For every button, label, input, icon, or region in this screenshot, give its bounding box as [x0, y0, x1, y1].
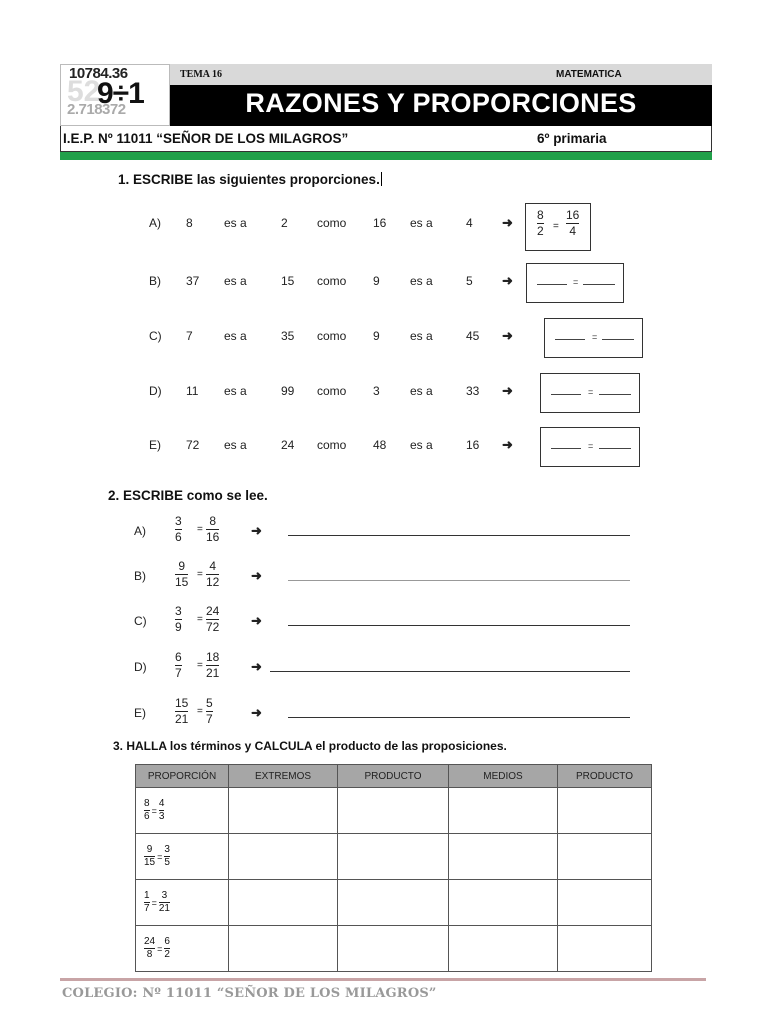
- blank-line: [551, 448, 581, 449]
- medios-cell[interactable]: [449, 880, 558, 926]
- numerator: 1: [144, 890, 150, 901]
- row-label: A): [134, 524, 146, 538]
- topic-number: TEMA 16: [180, 69, 222, 80]
- subject-label: MATEMATICA: [556, 69, 622, 80]
- denominator: 6: [144, 811, 150, 822]
- row-label: E): [149, 438, 161, 452]
- fraction: [144, 891, 150, 914]
- arrow-icon: ➜: [251, 568, 262, 583]
- producto-cell[interactable]: [558, 788, 652, 834]
- blank-line: [599, 448, 631, 449]
- numerator: 6: [164, 936, 170, 947]
- grade-label: 6º primaria: [537, 131, 607, 146]
- equals-sign: =: [588, 387, 594, 397]
- arrow-icon: ➜: [251, 523, 262, 538]
- extremos-cell[interactable]: [229, 880, 338, 926]
- numerator: 9: [178, 559, 186, 573]
- row-label: D): [134, 660, 147, 674]
- col-header-proporcion: PROPORCIÓN: [136, 765, 229, 788]
- col-header-extremos: EXTREMOS: [229, 765, 338, 788]
- school-row: [60, 126, 712, 152]
- denominator: 7: [175, 666, 182, 680]
- equals-sign: =: [157, 943, 163, 954]
- answer-line[interactable]: [288, 535, 630, 536]
- logo-line-3: 2.718372: [67, 101, 126, 118]
- proportion-cell: [136, 880, 229, 926]
- fraction: [159, 891, 170, 914]
- fraction: [159, 799, 165, 822]
- fraction: [206, 560, 219, 589]
- term-d: 5: [466, 274, 473, 288]
- table-header-row: [136, 765, 652, 788]
- denominator: 2: [537, 224, 544, 238]
- section-3-heading: 3. HALLA los términos y CALCULA el producto de las proposiciones.: [113, 739, 507, 753]
- term-a: 7: [186, 329, 193, 343]
- numerator: 18: [206, 650, 220, 664]
- word-como: como: [317, 216, 347, 230]
- blank-line: [551, 394, 581, 395]
- denominator: 21: [206, 666, 220, 680]
- math-logo: [60, 64, 170, 126]
- producto-cell[interactable]: [558, 880, 652, 926]
- word-es-a: es a: [224, 274, 247, 288]
- denominator: 7: [206, 712, 213, 726]
- answer-line[interactable]: [288, 580, 630, 581]
- term-a: 8: [186, 216, 193, 230]
- word-es-a: es a: [224, 384, 247, 398]
- answer-box[interactable]: [526, 263, 624, 303]
- medios-cell[interactable]: [449, 788, 558, 834]
- fraction: [206, 605, 219, 634]
- answer-line[interactable]: [288, 625, 630, 626]
- producto-cell[interactable]: [338, 834, 449, 880]
- numerator: 8: [144, 798, 150, 809]
- denominator: 21: [158, 903, 170, 914]
- arrow-icon: ➜: [251, 705, 262, 720]
- numerator: 3: [164, 844, 170, 855]
- numerator: 6: [175, 650, 182, 664]
- numerator: 4: [209, 559, 217, 573]
- arrow-icon: ➜: [502, 437, 513, 452]
- producto-cell[interactable]: [338, 926, 449, 972]
- numerator: 24: [206, 604, 220, 618]
- term-a: 11: [186, 384, 199, 398]
- denominator: 15: [144, 857, 156, 868]
- equals-sign: =: [197, 524, 203, 535]
- fraction: [144, 845, 155, 868]
- fraction: [175, 697, 188, 726]
- term-b: 2: [281, 216, 288, 230]
- equals-sign: =: [151, 897, 157, 908]
- word-es-a: es a: [410, 384, 433, 398]
- fraction: [175, 560, 188, 589]
- numerator: 5: [206, 696, 213, 710]
- fraction: [144, 937, 155, 960]
- arrow-icon: ➜: [502, 273, 513, 288]
- word-es-a: es a: [410, 216, 433, 230]
- footer-rule: [60, 978, 706, 981]
- fraction: [164, 845, 170, 868]
- numerator: 8: [209, 514, 217, 528]
- col-header-producto-2: PRODUCTO: [558, 765, 652, 788]
- fraction: [206, 515, 219, 544]
- term-d: 4: [466, 216, 473, 230]
- blank-line: [602, 339, 634, 340]
- answer-box: [525, 203, 591, 251]
- numerator: 24: [144, 936, 156, 947]
- row-label: A): [149, 216, 161, 230]
- word-como: como: [317, 274, 347, 288]
- denominator: 4: [569, 224, 577, 238]
- fraction: [537, 209, 544, 238]
- section-2-heading: 2. ESCRIBE como se lee.: [108, 488, 268, 503]
- denominator: 9: [175, 620, 182, 634]
- proportion-cell: [136, 834, 229, 880]
- answer-box[interactable]: [540, 427, 640, 467]
- numerator: 15: [175, 696, 189, 710]
- proportion-cell: [136, 926, 229, 972]
- table-row: [136, 788, 652, 834]
- fraction: [566, 209, 579, 238]
- term-c: 9: [373, 329, 380, 343]
- term-c: 9: [373, 274, 380, 288]
- row-label: D): [149, 384, 162, 398]
- denominator: 6: [175, 530, 182, 544]
- term-c: 16: [373, 216, 387, 230]
- producto-cell[interactable]: [558, 926, 652, 972]
- term-d: 45: [466, 329, 480, 343]
- extremos-cell[interactable]: [229, 926, 338, 972]
- equals-sign: =: [197, 569, 203, 580]
- arrow-icon: ➜: [502, 383, 513, 398]
- term-d: 16: [466, 438, 480, 452]
- term-c: 3: [373, 384, 380, 398]
- medios-cell[interactable]: [449, 834, 558, 880]
- term-b: 15: [281, 274, 295, 288]
- term-b: 35: [281, 329, 295, 343]
- blank-line: [583, 284, 615, 285]
- fraction: [175, 605, 182, 634]
- title-band: [170, 85, 712, 127]
- numerator: 3: [175, 604, 182, 618]
- equals-sign: =: [197, 614, 203, 625]
- word-es-a: es a: [224, 329, 247, 343]
- row-label: B): [134, 569, 146, 583]
- word-como: como: [317, 438, 347, 452]
- producto-cell[interactable]: [338, 788, 449, 834]
- equals-sign: =: [197, 660, 203, 671]
- fraction: [206, 651, 219, 680]
- denominator: 2: [164, 949, 170, 960]
- word-es-a: es a: [224, 216, 247, 230]
- producto-cell[interactable]: [338, 880, 449, 926]
- arrow-icon: ➜: [251, 659, 262, 674]
- fraction: [144, 799, 150, 822]
- denominator: 21: [175, 712, 189, 726]
- fraction: [206, 697, 213, 726]
- proportion-cell: [136, 788, 229, 834]
- denominator: 3: [158, 811, 165, 822]
- worksheet-header: [60, 64, 712, 160]
- table-row: [136, 880, 652, 926]
- text-cursor: [381, 172, 382, 186]
- denominator: 15: [175, 575, 189, 589]
- col-header-producto-1: PRODUCTO: [338, 765, 449, 788]
- numerator: 16: [566, 208, 580, 222]
- row-label: C): [149, 329, 162, 343]
- fraction: [164, 937, 170, 960]
- denominator: 72: [206, 620, 220, 634]
- blank-line: [555, 339, 585, 340]
- numerator: 3: [161, 890, 168, 901]
- equals-sign: =: [157, 851, 163, 862]
- denominator: 7: [144, 903, 150, 914]
- numerator: 9: [146, 844, 153, 855]
- blank-line: [537, 284, 567, 285]
- logo-bg-text: 52: [67, 75, 101, 108]
- numerator: 4: [158, 798, 165, 809]
- equals-sign: =: [588, 441, 594, 451]
- word-como: como: [317, 329, 347, 343]
- term-a: 72: [186, 438, 200, 452]
- word-como: como: [317, 384, 347, 398]
- row-label: B): [149, 274, 161, 288]
- numerator: 8: [537, 208, 544, 222]
- row-label: C): [134, 614, 147, 628]
- term-b: 99: [281, 384, 295, 398]
- answer-line[interactable]: [270, 671, 630, 672]
- term-a: 37: [186, 274, 200, 288]
- answer-box[interactable]: [540, 373, 640, 413]
- products-table: [135, 764, 652, 972]
- medios-cell[interactable]: [449, 926, 558, 972]
- row-label: E): [134, 706, 146, 720]
- arrow-icon: ➜: [502, 328, 513, 343]
- table-row: [136, 926, 652, 972]
- extremos-cell[interactable]: [229, 834, 338, 880]
- answer-box[interactable]: [544, 318, 643, 358]
- producto-cell[interactable]: [558, 834, 652, 880]
- equals-sign: =: [151, 805, 157, 816]
- fraction: [175, 515, 182, 544]
- equals-sign: =: [553, 221, 559, 232]
- term-b: 24: [281, 438, 295, 452]
- word-es-a: es a: [224, 438, 247, 452]
- word-es-a: es a: [410, 329, 433, 343]
- footer-text: COLEGIO: Nº 11011 “SEÑOR DE LOS MILAGROS”: [62, 986, 437, 1001]
- logo-line-2: 9÷1: [97, 77, 144, 110]
- numerator: 3: [175, 514, 182, 528]
- answer-line[interactable]: [288, 717, 630, 718]
- logo-line-1: 10784.36: [69, 65, 128, 82]
- fraction: [175, 651, 182, 680]
- word-es-a: es a: [410, 438, 433, 452]
- page-title: RAZONES Y PROPORCIONES: [245, 88, 637, 118]
- extremos-cell[interactable]: [229, 788, 338, 834]
- col-header-medios: MEDIOS: [449, 765, 558, 788]
- school-name: I.E.P. Nº 11011 “SEÑOR DE LOS MILAGROS”: [63, 131, 349, 146]
- denominator: 16: [206, 530, 220, 544]
- denominator: 5: [164, 857, 170, 868]
- green-divider: [60, 152, 712, 160]
- top-band: [170, 64, 712, 85]
- denominator: 8: [146, 949, 153, 960]
- blank-line: [599, 394, 631, 395]
- equals-sign: =: [573, 277, 579, 287]
- arrow-icon: ➜: [502, 215, 513, 230]
- section-1-heading-text: 1. ESCRIBE las siguientes proporciones.: [118, 172, 380, 187]
- term-d: 33: [466, 384, 480, 398]
- arrow-icon: ➜: [251, 613, 262, 628]
- equals-sign: =: [592, 332, 598, 342]
- table-row: [136, 834, 652, 880]
- term-c: 48: [373, 438, 387, 452]
- section-1-heading: [118, 172, 382, 187]
- word-es-a: es a: [410, 274, 433, 288]
- equals-sign: =: [197, 706, 203, 717]
- denominator: 12: [206, 575, 220, 589]
